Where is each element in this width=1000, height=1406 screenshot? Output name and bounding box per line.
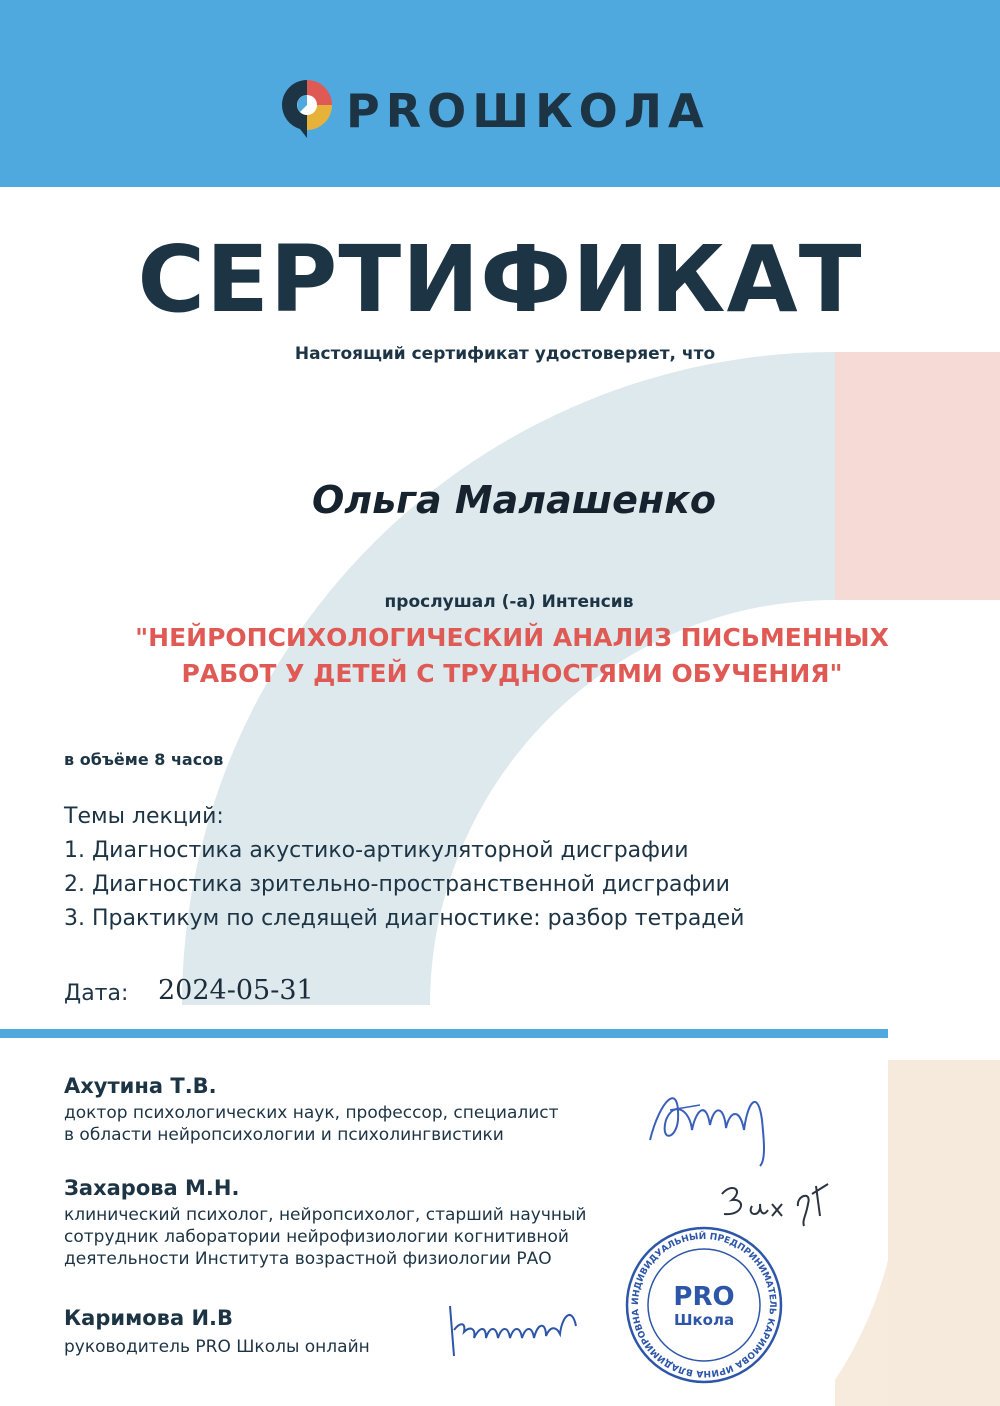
signer-description-line: сотрудник лаборатории нейрофизиологии когнитивной bbox=[64, 1227, 569, 1247]
listened-text: прослушал (-а) Интенсив bbox=[384, 592, 634, 612]
stamp-outer-text: ИНДИВИДУАЛЬНЫЙ ПРЕДПРИНИМАТЕЛЬ КАРИМОВА ИРИНА ВЛАДИМИРОВНА bbox=[630, 1231, 778, 1379]
signer-description-line: доктор психологических наук, профессор, специалист bbox=[64, 1103, 559, 1123]
signer-description-line: руководитель PRO Школы онлайн bbox=[64, 1337, 370, 1357]
signer-zakharova bbox=[64, 1176, 684, 1270]
signer-name: Ахутина Т.В. bbox=[64, 1074, 217, 1098]
logo-text: PRОШКОЛА bbox=[346, 84, 710, 138]
signer-description-line: в области нейропсихологии и психолингвистики bbox=[64, 1125, 504, 1145]
company-stamp bbox=[624, 1225, 784, 1385]
signer-name: Каримова И.В bbox=[64, 1306, 234, 1330]
topic-item: 2. Диагностика зрительно-пространственной дисграфии bbox=[64, 872, 730, 897]
signer-description bbox=[64, 1204, 684, 1270]
signer-description bbox=[64, 1336, 484, 1358]
signer-description bbox=[64, 1102, 664, 1146]
logo bbox=[280, 78, 740, 138]
divider bbox=[0, 1029, 888, 1038]
signer-description-line: клинический психолог, нейропсихолог, старший научный bbox=[64, 1205, 587, 1225]
course-volume: в объёме 8 часов bbox=[64, 750, 224, 769]
course-title-line1: "НЕЙРОПСИХОЛОГИЧЕСКИЙ АНАЛИЗ ПИСЬМЕННЫХ bbox=[135, 623, 889, 652]
course-title bbox=[80, 620, 944, 692]
signer-name: Захарова М.Н. bbox=[64, 1176, 240, 1200]
topic-item: 3. Практикум по следящей диагностике: разбор тетрадей bbox=[64, 906, 745, 931]
topic-item: 1. Диагностика акустико-артикуляторной дисграфии bbox=[64, 838, 689, 863]
date-value: 2024-05-31 bbox=[158, 975, 314, 1006]
signature-karimova bbox=[440, 1286, 590, 1372]
signature-akhutina bbox=[640, 1070, 790, 1170]
certificate-subtitle: Настоящий сертификат удостоверяет, что bbox=[294, 344, 716, 364]
logo-pin-icon bbox=[280, 78, 334, 140]
arc-pink bbox=[835, 352, 1000, 600]
date-label: Дата: bbox=[64, 981, 129, 1006]
signer-description-line: деятельности Института возрастной физиологии РАО bbox=[64, 1249, 552, 1269]
signer-akhutina bbox=[64, 1074, 664, 1146]
arc-beige-cap bbox=[888, 1060, 1000, 1406]
topics-list bbox=[64, 800, 744, 936]
recipient-name: Ольга Малашенко bbox=[311, 478, 717, 522]
certificate-title: СЕРТИФИКАТ bbox=[137, 226, 863, 333]
course-title-line2: РАБОТ У ДЕТЕЙ С ТРУДНОСТЯМИ ОБУЧЕНИЯ" bbox=[181, 659, 843, 688]
stamp-logo-pro: PRO bbox=[673, 1282, 735, 1312]
topics-heading: Темы лекций: bbox=[64, 804, 224, 829]
signer-karimova bbox=[64, 1306, 484, 1358]
stamp-logo-school: Школа bbox=[673, 1311, 735, 1329]
